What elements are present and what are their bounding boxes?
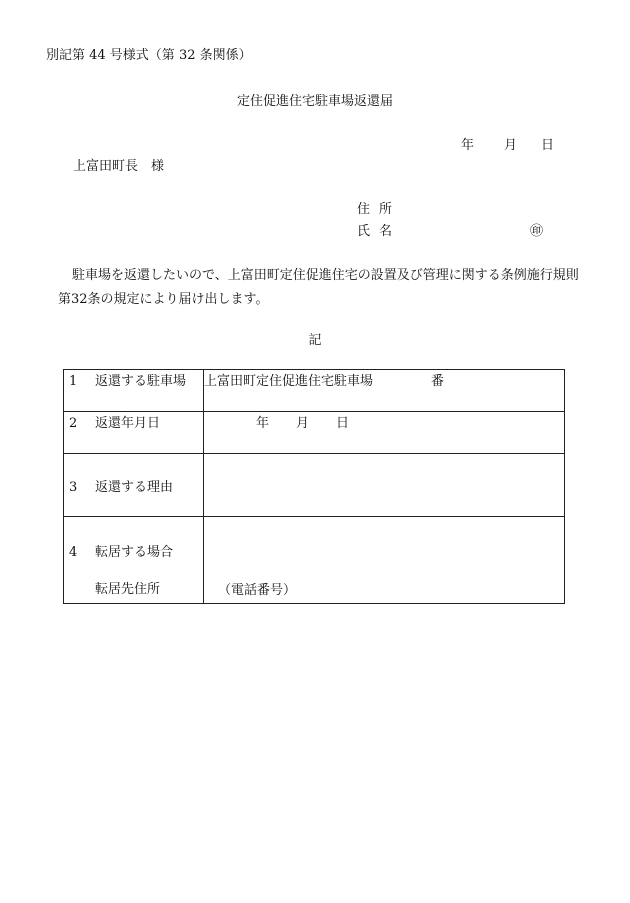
seal-icon: ㊞	[530, 224, 544, 239]
applicant-name-label: 氏名	[357, 224, 402, 239]
applicant-address-label: 住所	[357, 202, 402, 217]
row1-label-cell	[64, 370, 204, 412]
row3-value-cell[interactable]	[204, 454, 565, 517]
addressee: 上富田町長 様	[73, 159, 165, 174]
row-label: 返還する駐車場	[95, 374, 187, 389]
row4-label-cell	[64, 517, 204, 604]
row2-label-cell	[64, 412, 204, 454]
table-row	[64, 454, 565, 517]
body-paragraph: 駐車場を返還したいので、上富田町定住促進住宅の設置及び管理に関する条例施行規則第32条の規定により届け出します。	[58, 268, 579, 307]
row4-value-cell[interactable]	[204, 517, 565, 604]
return-day-label: 日	[336, 416, 350, 431]
parking-name: 上富田町定住促進住宅駐車場	[204, 374, 374, 389]
row3-label-cell	[64, 454, 204, 517]
row-label: 転居する場合	[95, 545, 174, 560]
parking-number-suffix: 番	[431, 374, 445, 389]
row-number: 1	[69, 374, 78, 389]
phone-label: （電話番号）	[218, 583, 297, 598]
date-month-label: 月	[504, 138, 518, 153]
ki-heading: 記	[308, 333, 322, 348]
table-row	[64, 517, 565, 604]
row-sublabel: 転居先住所	[95, 582, 161, 597]
row1-value-cell[interactable]	[204, 370, 565, 412]
return-year-label: 年	[256, 416, 270, 431]
return-month-label: 月	[296, 416, 310, 431]
form-number: 別記第 44 号様式（第 32 条関係）	[46, 48, 252, 63]
items-table	[63, 369, 565, 604]
row-number: 2	[69, 416, 78, 431]
row2-value-cell[interactable]	[204, 412, 565, 454]
row-number: 4	[69, 545, 78, 560]
row-label: 返還する理由	[95, 479, 174, 495]
row-label: 返還年月日	[95, 416, 161, 431]
table-row	[64, 412, 565, 454]
row-number: 3	[69, 479, 78, 495]
document-title: 定住促進住宅駐車場返還届	[236, 94, 393, 109]
table-row	[64, 370, 565, 412]
date-year-label: 年	[461, 138, 475, 153]
date-day-label: 日	[541, 138, 555, 153]
